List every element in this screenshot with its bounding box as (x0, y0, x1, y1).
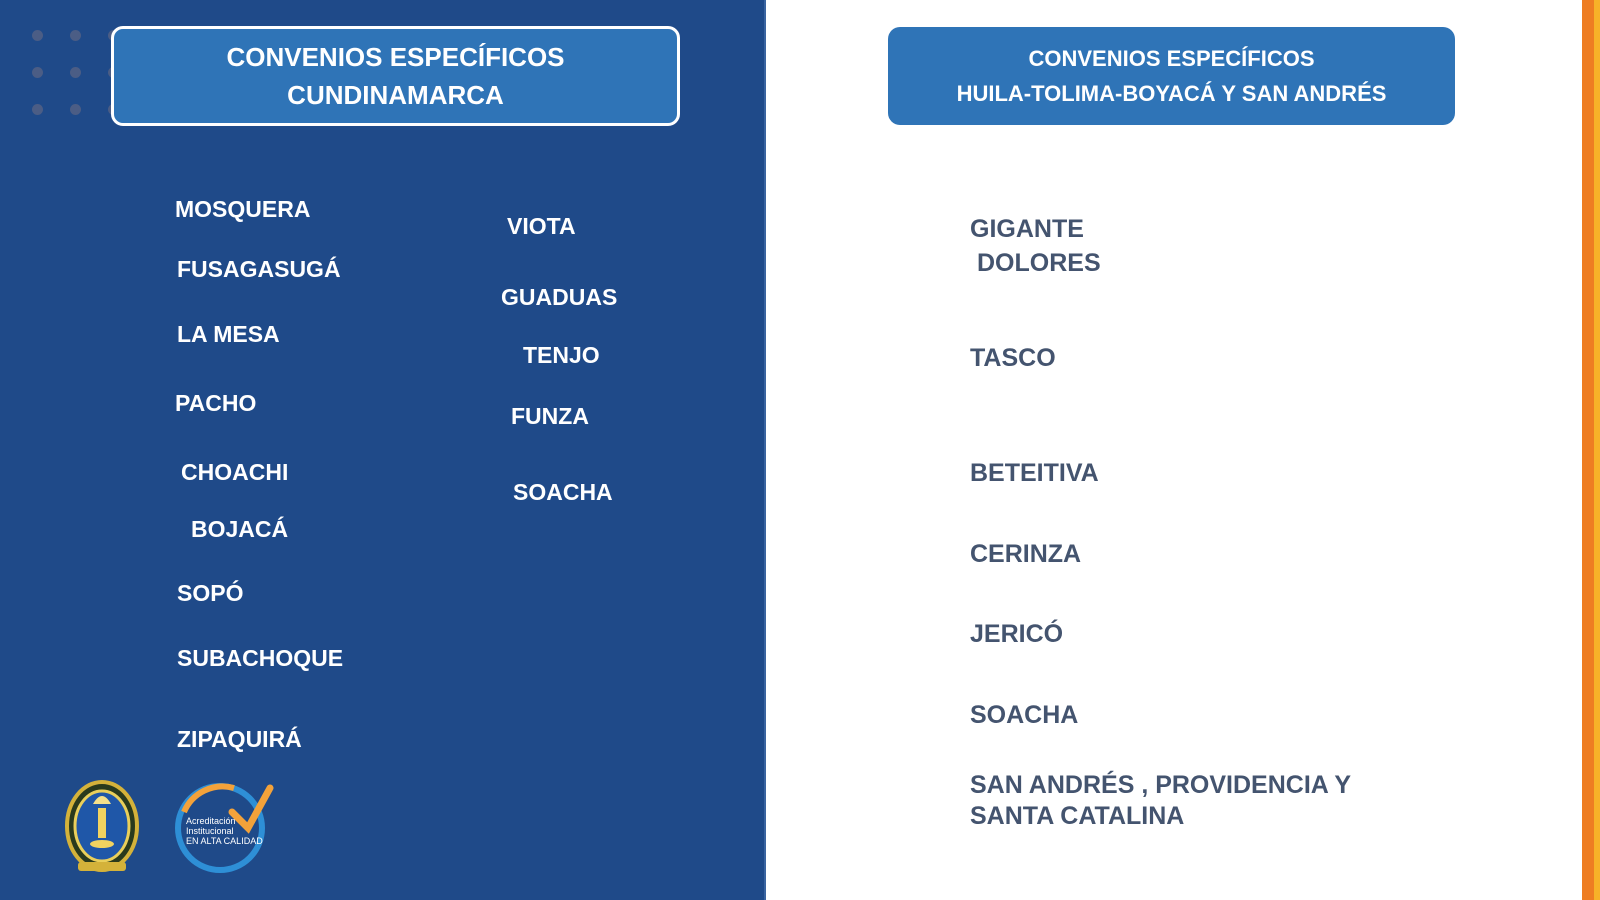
cundinamarca-title-line1: CONVENIOS ESPECÍFICOS (226, 42, 565, 72)
university-seal-logo (64, 778, 140, 876)
city-jerico: JERICÓ (970, 620, 1064, 648)
accreditation-text-line1: Acreditación (186, 816, 236, 826)
city-tenjo: TENJO (523, 342, 600, 368)
city-viota: VIOTA (507, 213, 576, 239)
city-soacha: SOACHA (970, 701, 1079, 729)
city-subachoque: SUBACHOQUE (177, 645, 344, 671)
huila-tolima-boyaca-title-box (888, 27, 1455, 125)
city-guaduas: GUADUAS (501, 284, 618, 310)
city-zipaquira: ZIPAQUIRÁ (177, 726, 302, 752)
accreditation-text-line2: Institucional (186, 826, 234, 836)
city-san-andres-line2: SANTA CATALINA (970, 802, 1185, 830)
accent-bar-yellow (1594, 0, 1600, 900)
city-gigante: GIGANTE (970, 215, 1084, 243)
city-choachi: CHOACHI (181, 459, 289, 485)
cundinamarca-title-line2: CUNDINAMARCA (287, 80, 504, 110)
city-bojaca: BOJACÁ (191, 516, 289, 542)
city-cerinza: CERINZA (970, 540, 1082, 568)
huila-title-line1: CONVENIOS ESPECÍFICOS (1028, 46, 1315, 71)
city-mosquera: MOSQUERA (175, 196, 311, 222)
city-beteitiva: BETEITIVA (970, 459, 1099, 487)
accreditation-text-line3: EN ALTA CALIDAD (186, 836, 263, 846)
city-soacha-cundinamarca: SOACHA (513, 479, 613, 505)
city-pacho: PACHO (175, 390, 257, 416)
huila-title-line2: HUILA-TOLIMA-BOYACÁ Y SAN ANDRÉS (956, 81, 1387, 106)
city-tasco: TASCO (970, 344, 1056, 372)
cundinamarca-title-box (111, 26, 680, 126)
city-dolores: DOLORES (977, 249, 1101, 277)
city-fusagasuga: FUSAGASUGÁ (177, 256, 341, 282)
city-san-andres-line1: SAN ANDRÉS , PROVIDENCIA Y (970, 771, 1352, 799)
city-funza: FUNZA (511, 403, 589, 429)
city-sopo: SOPÓ (177, 580, 244, 606)
left-panel (0, 0, 766, 900)
city-la-mesa: LA MESA (177, 321, 280, 347)
accreditation-logo (174, 782, 274, 874)
